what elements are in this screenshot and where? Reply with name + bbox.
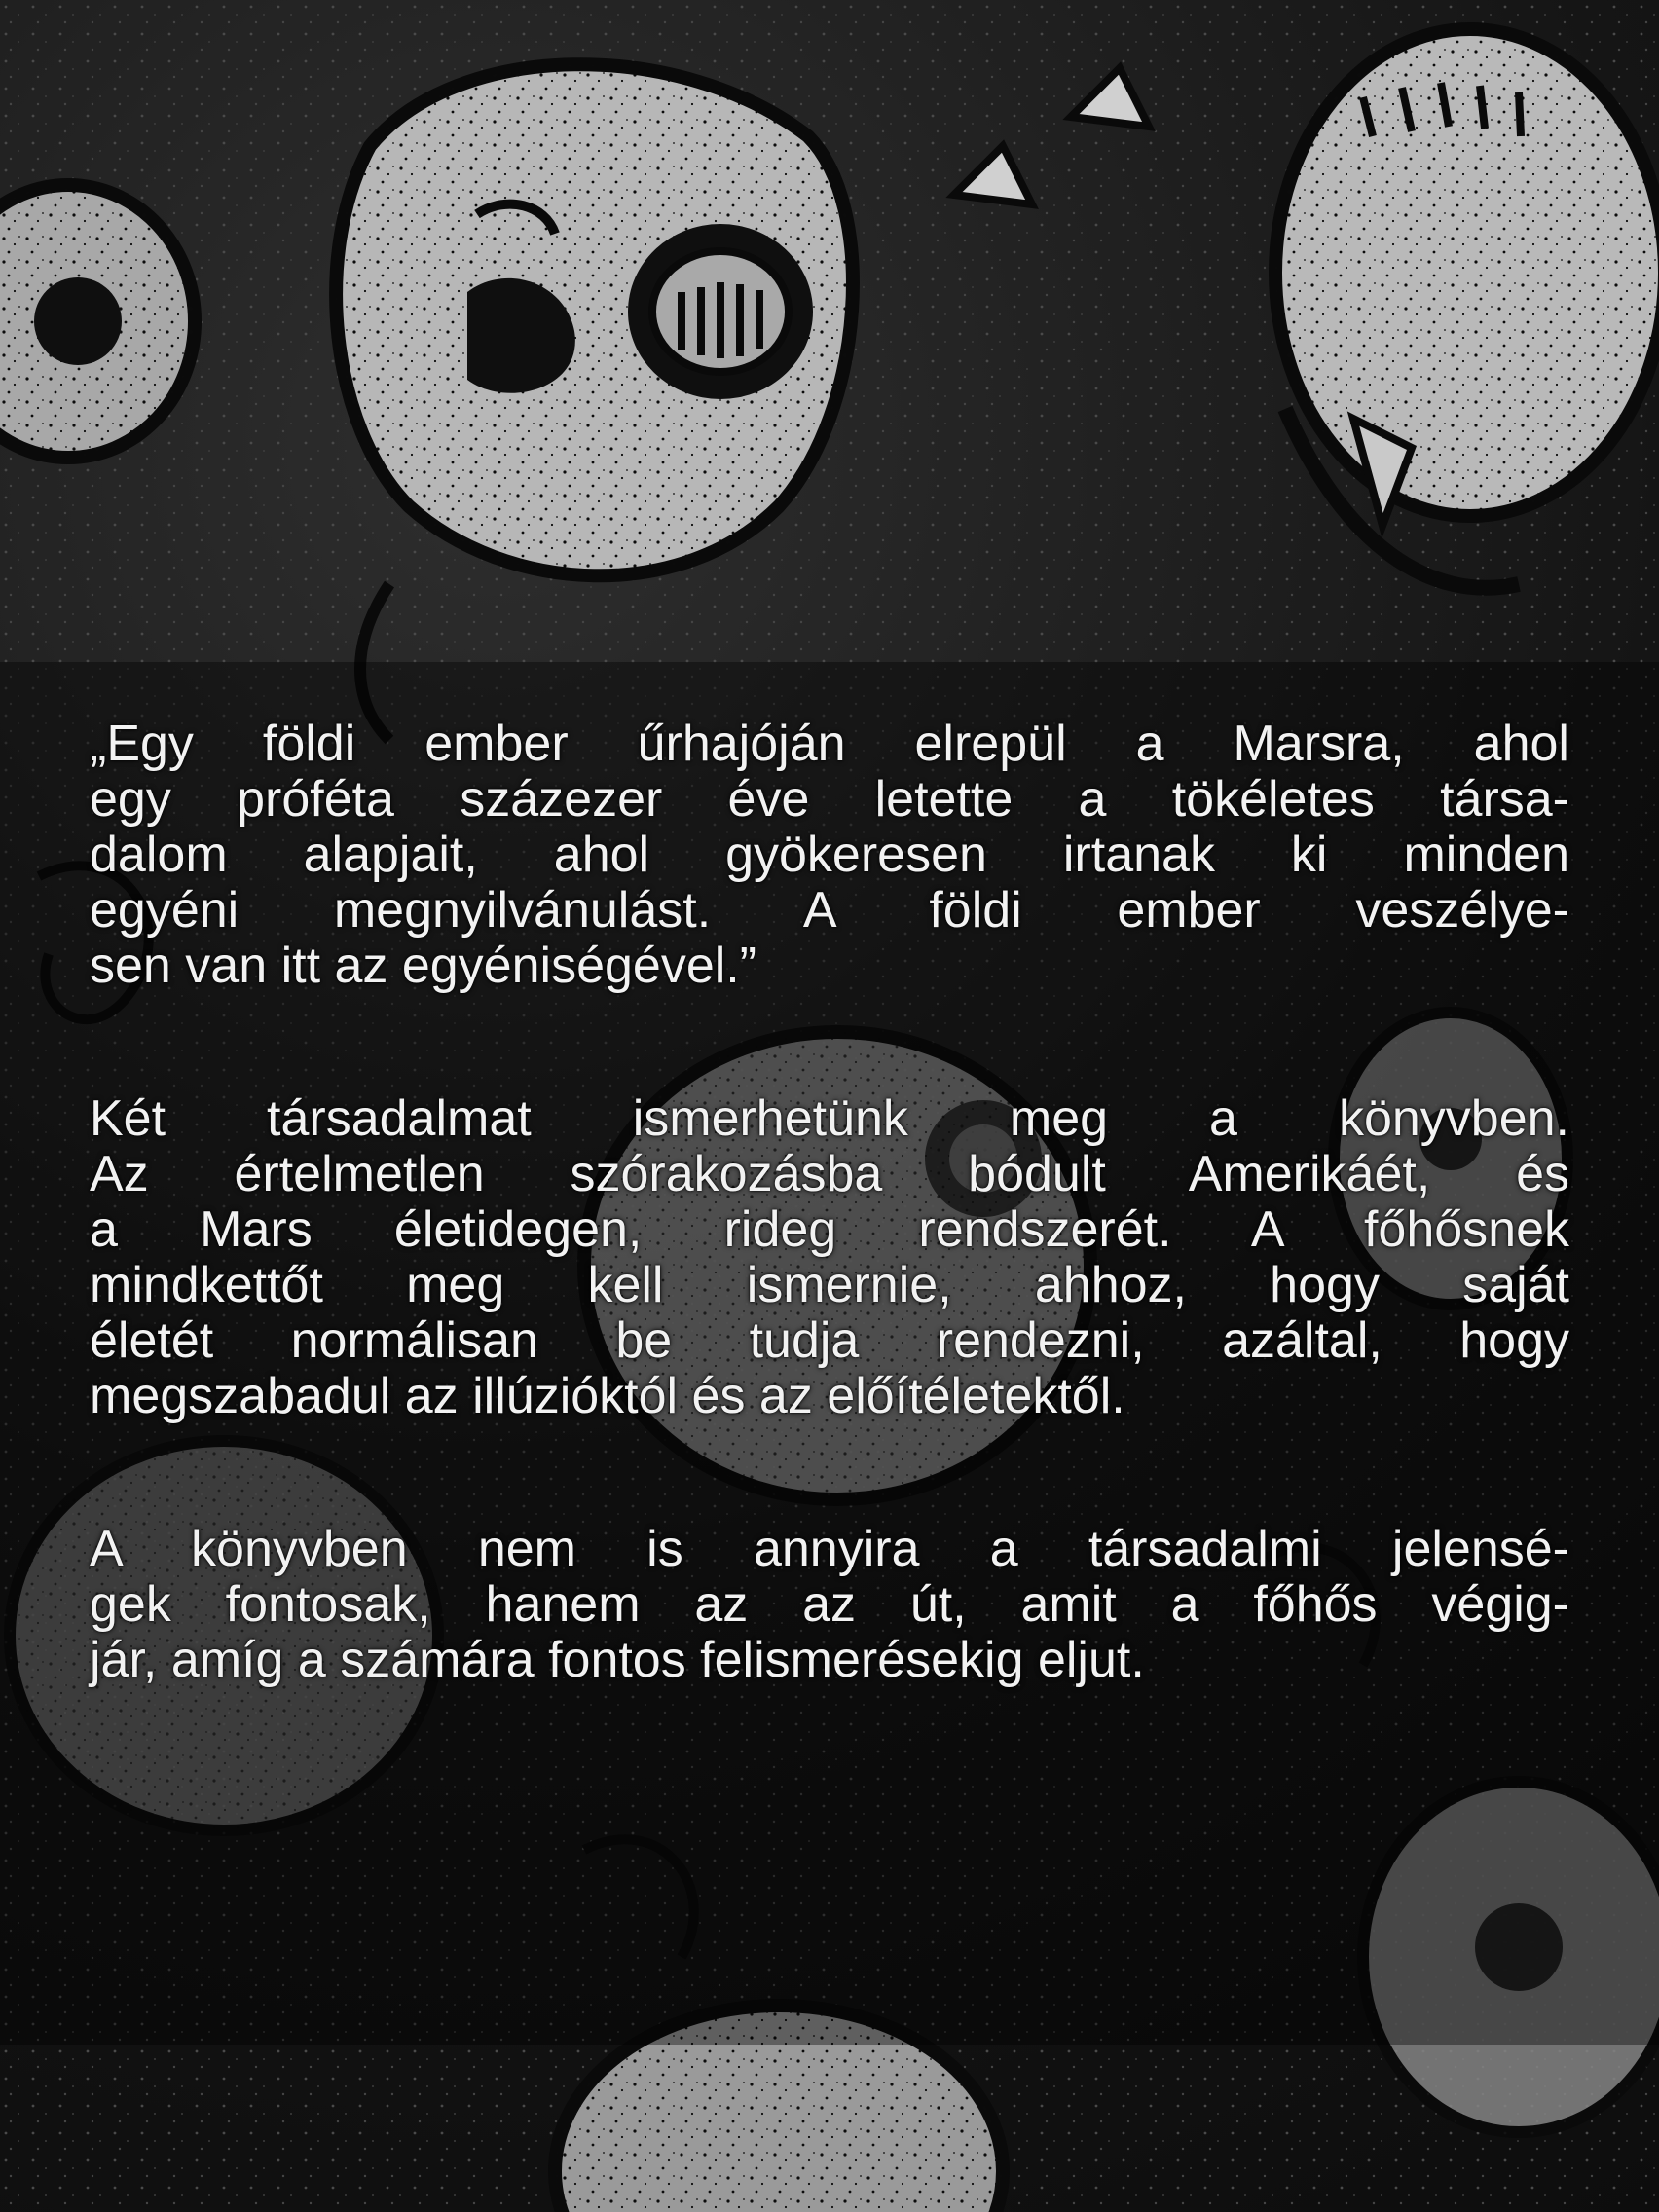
back-cover-text: [90, 717, 1569, 1688]
text-line: mindkettőt meg kell ismernie, ahhoz, hogy saját: [90, 1257, 1569, 1313]
text-line: megszabadul az illúzióktól és az előítéletektől.: [90, 1368, 1125, 1424]
text-line: életét normálisan be tudja rendezni, azáltal, hogy: [90, 1312, 1569, 1369]
paragraph-quote: [90, 717, 1569, 994]
paragraph-societies: [90, 1091, 1569, 1424]
planet-left: [0, 185, 195, 458]
text-line: „Egy földi ember űrhajóján elrepül a Marsra, ahol: [90, 716, 1569, 772]
text-line: A könyvben nem is annyira a társadalmi jelensé-: [90, 1521, 1569, 1577]
text-line: dalom alapjait, ahol gyökeresen irtanak ki minden: [90, 827, 1569, 883]
text-line: Két társadalmat ismerhetünk meg a könyvben.: [90, 1090, 1569, 1147]
text-line: egy próféta százezer éve letette a tökéletes társa-: [90, 771, 1569, 828]
text-line: Az értelmetlen szórakozásba bódult Amerikáét, és: [90, 1146, 1569, 1202]
text-line: a Mars életidegen, rideg rendszerét. A főhősnek: [90, 1201, 1569, 1258]
text-line: sen van itt az egyéniségével.”: [90, 938, 757, 994]
text-line: gek fontosak, hanem az az út, amit a főhős végig-: [90, 1576, 1569, 1633]
paragraph-journey: [90, 1522, 1569, 1688]
text-line: jár, amíg a számára fontos felismerésekig eljut.: [90, 1632, 1145, 1688]
text-line: egyéni megnyilvánulást. A földi ember veszélye-: [90, 882, 1569, 939]
